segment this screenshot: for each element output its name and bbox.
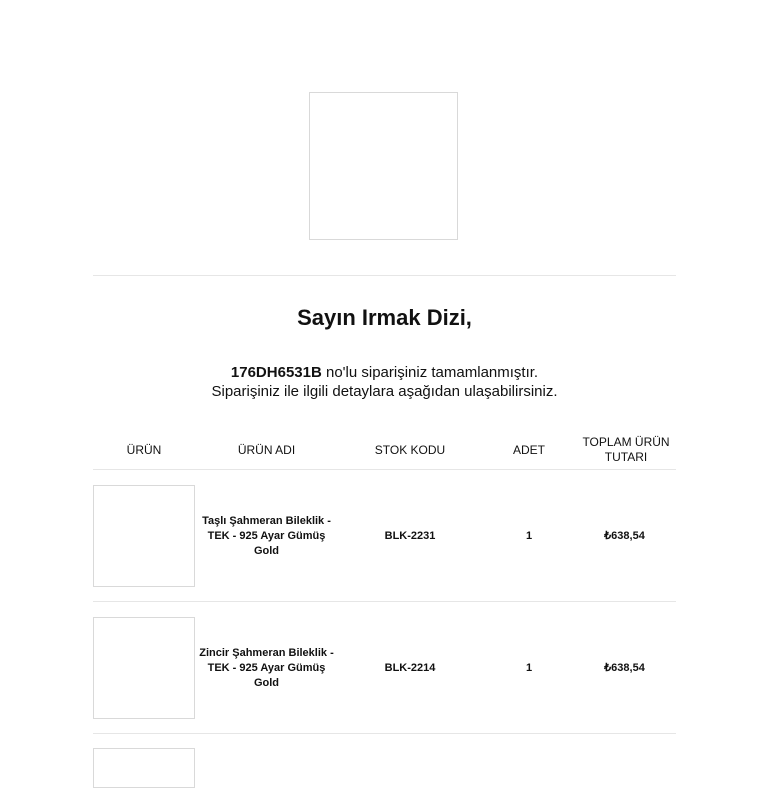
product-sku: BLK-2214 <box>384 661 436 674</box>
product-name[interactable]: Zincir Şahmeran Bileklik - TEK - 925 Ayar Gümüş Gold <box>199 646 334 689</box>
row-divider <box>93 733 676 734</box>
greeting-heading: Sayın Irmak Dizi, <box>297 305 472 330</box>
header-divider <box>93 275 676 276</box>
header-product: ÜRÜN <box>126 442 162 457</box>
order-number: 176DH6531B <box>230 364 322 381</box>
order-message-line-1 <box>93 363 676 382</box>
table-header <box>93 430 676 470</box>
product-quantity: 1 <box>525 661 533 674</box>
store-logo-placeholder <box>309 92 458 240</box>
order-message-line-2: Siparişiniz ile ilgili detaylara aşağıdan ulaşabilirsiniz. <box>211 383 558 400</box>
product-sku: BLK-2231 <box>384 529 436 542</box>
product-image-placeholder[interactable] <box>93 617 195 719</box>
header-quantity: ADET <box>512 442 545 457</box>
product-quantity: 1 <box>525 529 533 542</box>
order-message <box>93 363 676 401</box>
product-total: ₺638,54 <box>604 661 645 674</box>
table-row <box>93 602 676 734</box>
header-product-name: ÜRÜN ADI <box>237 442 296 457</box>
product-name[interactable]: Taşlı Şahmeran Bileklik - TEK - 925 Ayar Gümüş Gold <box>202 514 331 557</box>
header-sku: STOK KODU <box>374 442 446 457</box>
product-image-placeholder[interactable] <box>93 485 195 587</box>
header-total: TOPLAM ÜRÜN TUTARI <box>582 435 670 464</box>
product-image-placeholder[interactable] <box>93 748 195 788</box>
product-total: ₺638,54 <box>604 529 645 542</box>
order-message-suffix: no'lu siparişiniz tamamlanmıştır. <box>321 364 539 381</box>
table-row <box>93 470 676 602</box>
